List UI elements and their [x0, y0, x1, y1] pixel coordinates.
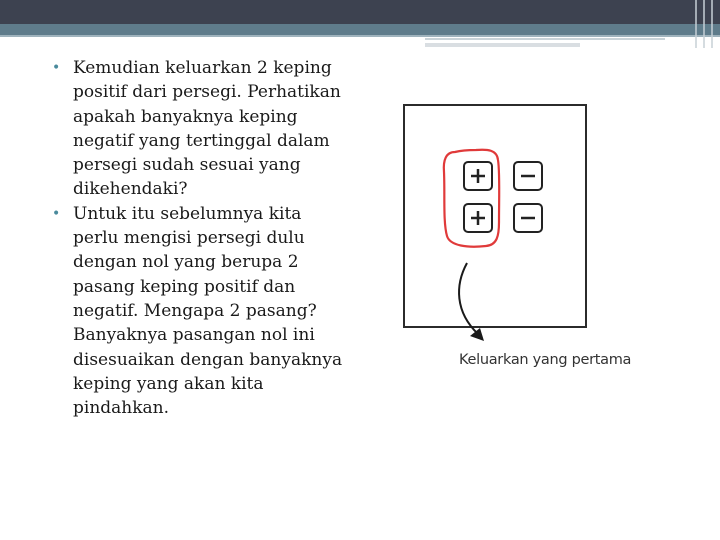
arrow-head-icon: [470, 328, 484, 341]
bullet-icon: •: [52, 205, 61, 222]
figure-caption: Keluarkan yang pertama: [459, 352, 632, 368]
bullet-text: Kemudian keluarkan 2 keping positif dari persegi. Perhatikan apakah banyaknya keping negatif yang tertinggal dalam persegi sudah sesuai yang dikehendaki?: [73, 58, 341, 200]
bullet-text: Untuk itu sebelumnya kita perlu mengisi persegi dulu dengan nol yang berupa 2 pasang keping positif dan negatif. Mengapa 2 pasang? Banyaknya pasangan nol ini disesuaikan dengan banyaknya keping yang akan kita pindahkan.: [73, 203, 343, 419]
bullet-icon: •: [52, 60, 61, 76]
highlight-loop: [444, 150, 499, 247]
pointer-arrow: [459, 263, 478, 334]
